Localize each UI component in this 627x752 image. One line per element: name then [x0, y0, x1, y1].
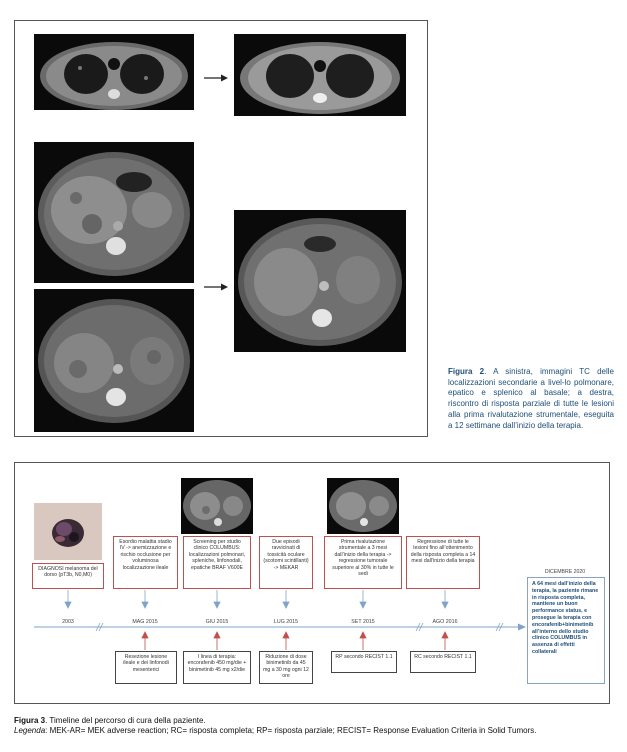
figure-2-caption: [448, 367, 614, 431]
figure-2-caption-text: . A sinistra, immagini TC delle localizzazioni secondarie a livel-lo polmonare, epatico e splenico al basale; a destra, riscontro di risposta parziale di tutte le lesioni alla prima rivalutazione strumentale, eseguita a 12 settimane dall’inizio della terapia.: [448, 367, 614, 430]
timeline-date: MAG 2015: [132, 619, 158, 625]
timeline-date: 2003: [62, 619, 74, 625]
timeline-bottom-box: Riduzione di dose binimetinib da 45 mg a 30 mg ogni 12 ore: [259, 651, 313, 684]
figure-3-caption: [14, 716, 614, 736]
arrow-right-icon: [204, 279, 228, 297]
timeline-date: LUG 2015: [273, 619, 299, 625]
timeline-top-box: Prima rivalutazione strumentale a 3 mesi dall’inizio della terapia -> regressione tumorale superiore al 30% in tutte le sedi: [324, 536, 402, 589]
timeline-date: GIU 2015: [205, 619, 229, 625]
timeline-bottom-box: RC secondo RECIST 1.1: [410, 651, 476, 673]
timeline-bottom-box: Resezione lesione ileale e dei linfonodi mesenterici: [115, 651, 177, 684]
figure-3-caption-label: Figura 3: [14, 716, 46, 725]
ct-lungs-followup-image: [234, 34, 406, 116]
timeline-date: SET 2015: [351, 619, 375, 625]
timeline-top-box: Esordio malattia stadio IV -> anemizzazione e rischio occlusione per voluminosa localizzazione ileale: [113, 536, 178, 589]
ct-first-evaluation-image: [327, 478, 399, 534]
ct-abdomen-followup-image: [234, 210, 406, 352]
timeline-bottom-box: I linea di terapia: encorafenib 450 mg/die + binimetinib 45 mg x2/die: [183, 651, 251, 684]
timeline-bottom-box: RP secondo RECIST 1.1: [331, 651, 397, 673]
final-outcome-box: A 64 mesi dall’inizio della terapia, la paziente rimane in risposta completa, mantiene un buon performance status, e prosegue la terapia con encorafenib+binimetinib all’interno dello studio clinico COLUMBUS in assenza di effetti collaterali: [527, 577, 605, 684]
figure-3-legend-label: Legenda: [14, 726, 46, 735]
ct-liver-baseline-image: [34, 142, 194, 283]
arrow-right-icon: [204, 70, 228, 88]
timeline-top-box: Screening per studio clinico COLUMBUS: localizzazioni polmonari, spleniche, linfonodali, epatiche BRAF V600E: [183, 536, 251, 589]
figure-3-caption-text: . Timeline del percorso di cura della paziente.: [45, 716, 206, 725]
figure-2-caption-label: Figura 2: [448, 367, 485, 376]
ct-lungs-baseline-image: [34, 34, 194, 110]
timeline-top-box: Due episodi ravvicinati di tossicità oculare (scotomi scintillanti) -> MEKAR: [259, 536, 313, 589]
timeline-top-box: DIAGNOSI melanoma del dorso (pT3b, N0,M0): [32, 563, 104, 589]
ct-spleen-baseline-image: [34, 289, 194, 432]
timeline-top-box: Regressione di tutte le lesioni fino all’ottenimento della risposta completa a 14 mesi dall’inizio della terapia: [406, 536, 480, 589]
final-date-title: DICEMBRE 2020: [544, 569, 586, 575]
ct-screening-image: [181, 478, 253, 534]
timeline-date: AGO 2016: [432, 619, 458, 625]
melanoma-lesion-photo: [34, 503, 102, 560]
figure-3-legend-text: : MEK-AR= MEK adverse reaction; RC= risposta completa; RP= risposta parziale; RECIST= Response Evaluation Criteria in Solid Tumors.: [45, 726, 537, 735]
